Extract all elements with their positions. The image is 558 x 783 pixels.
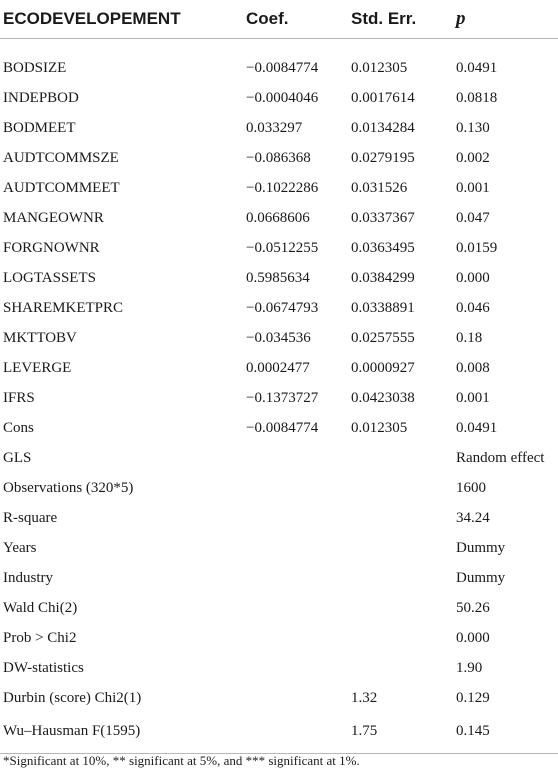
cell-p-value: 0.001 xyxy=(456,179,490,196)
cell-coef: −0.034536 xyxy=(246,329,311,346)
cell-variable: INDEPBOD xyxy=(3,89,79,106)
cell-variable: DW-statistics xyxy=(3,659,84,676)
cell-coef: −0.1022286 xyxy=(246,179,319,196)
cell-coef xyxy=(243,593,348,623)
cell-coef: −0.0084774 xyxy=(246,59,319,76)
cell-variable: Wald Chi(2) xyxy=(3,599,78,616)
cell-coef xyxy=(243,713,348,754)
header-variable: ECODEVELOPEMENT xyxy=(0,0,243,39)
cell-variable: Cons xyxy=(3,419,34,436)
cell-p-value: 0.0491 xyxy=(456,419,498,436)
table-row xyxy=(0,653,558,683)
cell-std-err: 0.0363495 xyxy=(351,239,415,256)
cell-p-value: 0.0159 xyxy=(456,239,498,256)
cell-std-err xyxy=(348,533,453,563)
cell-p-value: 0.145 xyxy=(453,713,558,754)
cell-p-value: Dummy xyxy=(456,539,506,556)
cell-std-err: 0.0423038 xyxy=(351,389,415,406)
table-row xyxy=(0,413,558,443)
table-row xyxy=(0,563,558,593)
cell-coef: 0.033297 xyxy=(246,119,303,136)
table-body xyxy=(0,39,558,754)
cell-variable: Observations (320*5) xyxy=(3,479,134,496)
cell-p-value: Random effect xyxy=(456,449,545,466)
cell-variable: MANGEOWNR xyxy=(3,209,104,226)
cell-std-err: 0.0384299 xyxy=(351,269,415,286)
cell-coef xyxy=(243,683,348,713)
cell-coef: −0.0512255 xyxy=(246,239,319,256)
cell-coef: −0.1373727 xyxy=(246,389,319,406)
table-header-row xyxy=(0,0,558,39)
cell-coef xyxy=(243,533,348,563)
cell-std-err: 0.0000927 xyxy=(351,359,415,376)
cell-variable: IFRS xyxy=(3,389,35,406)
cell-p-value: 0.001 xyxy=(456,389,490,406)
header-std-err: Std. Err. xyxy=(348,0,453,39)
cell-p-value: 0.18 xyxy=(456,329,483,346)
cell-variable: GLS xyxy=(3,449,32,466)
cell-p-value: 0.000 xyxy=(456,269,490,286)
cell-p-value: 0.130 xyxy=(456,119,490,136)
cell-variable: BODSIZE xyxy=(3,59,67,76)
cell-coef xyxy=(243,563,348,593)
cell-p-value: 0.046 xyxy=(456,299,490,316)
cell-p-value: 0.0818 xyxy=(456,89,498,106)
cell-coef: −0.0674793 xyxy=(246,299,319,316)
table-row xyxy=(0,113,558,143)
table-row xyxy=(0,173,558,203)
table-row xyxy=(0,443,558,473)
cell-std-err: 0.0279195 xyxy=(351,149,415,166)
cell-std-err xyxy=(348,593,453,623)
cell-coef xyxy=(243,443,348,473)
cell-coef: 0.0002477 xyxy=(246,359,310,376)
cell-variable: LEVERGE xyxy=(3,359,72,376)
table-row xyxy=(0,473,558,503)
table-row xyxy=(0,323,558,353)
cell-variable: Durbin (score) Chi2(1) xyxy=(3,689,142,706)
cell-std-err: 0.0134284 xyxy=(351,119,415,136)
cell-std-err: 0.012305 xyxy=(351,419,408,436)
cell-variable: BODMEET xyxy=(3,119,76,136)
cell-std-err: 0.0338891 xyxy=(351,299,415,316)
cell-variable: Years xyxy=(3,539,37,556)
cell-std-err: 0.0257555 xyxy=(351,329,415,346)
cell-variable: Wu–Hausman F(1595) xyxy=(0,713,243,754)
cell-coef xyxy=(243,623,348,653)
cell-coef: 0.0668606 xyxy=(246,209,310,226)
cell-p-value: 0.047 xyxy=(456,209,490,226)
table-row xyxy=(0,383,558,413)
cell-variable: AUDTCOMMSZE xyxy=(3,149,119,166)
cell-coef: −0.086368 xyxy=(246,149,311,166)
cell-std-err xyxy=(348,653,453,683)
header-coef: Coef. xyxy=(243,0,348,39)
table-row xyxy=(0,39,558,84)
table-row xyxy=(0,503,558,533)
cell-variable: AUDTCOMMEET xyxy=(3,179,120,196)
cell-coef xyxy=(243,503,348,533)
cell-p-value: 1600 xyxy=(456,479,486,496)
table-footnote: *Significant at 10%, ** significant at 5%, and *** significant at 1%. xyxy=(3,753,360,768)
table-row xyxy=(0,263,558,293)
table-row xyxy=(0,623,558,653)
table-row xyxy=(0,203,558,233)
cell-coef: −0.0084774 xyxy=(246,419,319,436)
cell-p-value: 34.24 xyxy=(456,509,490,526)
cell-p-value: 0.000 xyxy=(456,629,490,646)
cell-p-value: 0.129 xyxy=(456,689,490,706)
table-row xyxy=(0,683,558,713)
cell-variable: LOGTASSETS xyxy=(3,269,96,286)
cell-p-value: Dummy xyxy=(456,569,506,586)
cell-coef: 0.5985634 xyxy=(246,269,310,286)
table-row xyxy=(0,293,558,323)
cell-std-err xyxy=(348,563,453,593)
cell-p-value: 0.008 xyxy=(456,359,490,376)
table-row xyxy=(0,233,558,263)
cell-std-err: 0.0337367 xyxy=(351,209,415,226)
table-row xyxy=(0,593,558,623)
cell-variable: R-square xyxy=(3,509,58,526)
cell-coef xyxy=(243,653,348,683)
table-row xyxy=(0,143,558,173)
header-p-value: p xyxy=(453,0,558,39)
table-row xyxy=(0,83,558,113)
cell-p-value: 0.002 xyxy=(456,149,490,166)
cell-p-value: 0.0491 xyxy=(456,59,498,76)
cell-variable: SHAREMKETPRC xyxy=(3,299,124,316)
cell-std-err xyxy=(348,623,453,653)
cell-std-err xyxy=(348,443,453,473)
cell-p-value: 1.90 xyxy=(456,659,483,676)
cell-p-value: 50.26 xyxy=(456,599,490,616)
table-row xyxy=(0,353,558,383)
cell-variable: Prob > Chi2 xyxy=(3,629,77,646)
cell-coef xyxy=(243,473,348,503)
cell-variable: MKTTOBV xyxy=(3,329,77,346)
cell-std-err: 1.32 xyxy=(351,689,378,706)
cell-std-err xyxy=(348,473,453,503)
cell-coef: −0.0004046 xyxy=(246,89,319,106)
cell-variable: Industry xyxy=(3,569,53,586)
cell-variable: FORGNOWNR xyxy=(3,239,100,256)
cell-std-err: 0.0017614 xyxy=(351,89,415,106)
cell-std-err: 0.031526 xyxy=(351,179,408,196)
cell-std-err: 1.75 xyxy=(348,713,453,754)
table-row xyxy=(0,713,558,754)
table-row xyxy=(0,533,558,563)
cell-std-err xyxy=(348,503,453,533)
cell-std-err: 0.012305 xyxy=(351,59,408,76)
